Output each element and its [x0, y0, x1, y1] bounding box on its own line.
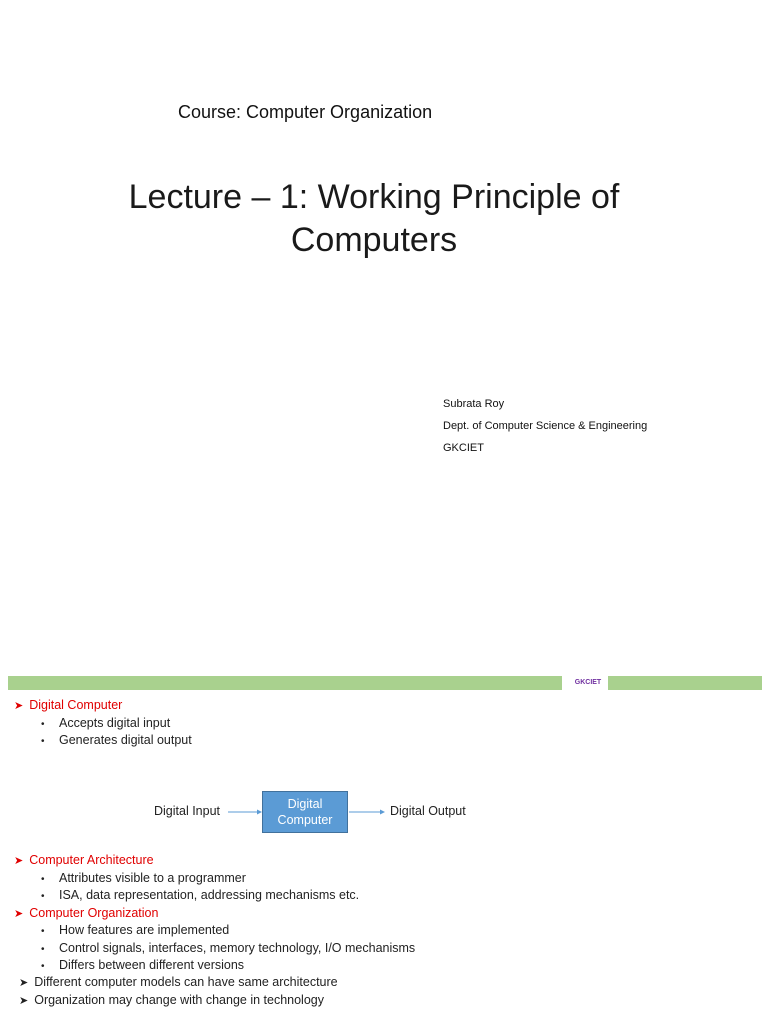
box-label-line-1: Digital	[287, 797, 323, 811]
list-item-text: Generates digital output	[59, 733, 192, 747]
list-item-text: Control signals, interfaces, memory technology, I/O mechanisms	[59, 941, 416, 955]
author-institute: GKCIET	[443, 442, 484, 454]
bullet-icon: •	[41, 874, 45, 885]
bullet-icon: •	[41, 736, 45, 747]
heading-text: Computer Organization	[29, 906, 159, 920]
bullet-icon: •	[41, 926, 45, 937]
list-item-text: Accepts digital input	[59, 716, 171, 730]
lecture-title-line-2: Computers	[290, 221, 458, 259]
list-item-text: How features are implemented	[59, 923, 230, 937]
heading-text: Computer Architecture	[29, 853, 154, 867]
author-department: Dept. of Computer Science & Engineering	[443, 420, 648, 432]
arrow-bullet-icon: ➤	[14, 700, 24, 712]
digital-computer-diagram	[0, 672, 768, 1024]
bullet-icon: •	[41, 891, 45, 902]
bullet-icon: •	[41, 719, 45, 730]
bullet-icon: •	[41, 961, 45, 972]
list-item-text: ISA, data representation, addressing mechanisms etc.	[59, 888, 360, 902]
list-item-text: Attributes visible to a programmer	[59, 871, 246, 885]
author-name: Subrata Roy	[443, 398, 505, 410]
list-item-text: Differs between different versions	[59, 958, 245, 972]
course-name: Course: Computer Organization	[178, 102, 433, 122]
box-label-line-2: Computer	[277, 813, 333, 827]
diagram-arrows	[0, 672, 768, 1024]
diagram-output-label: Digital Output	[390, 804, 466, 818]
lecture-title	[84, 176, 664, 262]
arrow-bullet-icon: ➤	[14, 908, 24, 920]
content-slide	[0, 672, 768, 1024]
diagram-input-label: Digital Input	[154, 804, 221, 818]
note-text: Different computer models can have same architecture	[34, 975, 338, 989]
arrow-bullet-icon: ➤	[14, 855, 24, 867]
output-arrowhead	[380, 810, 385, 815]
arrow-bullet-icon: ➤	[19, 977, 29, 989]
heading-text: Digital Computer	[29, 698, 123, 712]
digital-computer-box	[262, 791, 348, 833]
bullet-icon: •	[41, 944, 45, 955]
lecture-title-line-1: Lecture – 1: Working Principle of	[128, 178, 620, 216]
note-text: Organization may change with change in technology	[34, 993, 324, 1007]
header-band-label: GKCIET	[574, 679, 602, 686]
author-block	[443, 393, 647, 459]
arrow-bullet-icon: ➤	[19, 995, 29, 1007]
